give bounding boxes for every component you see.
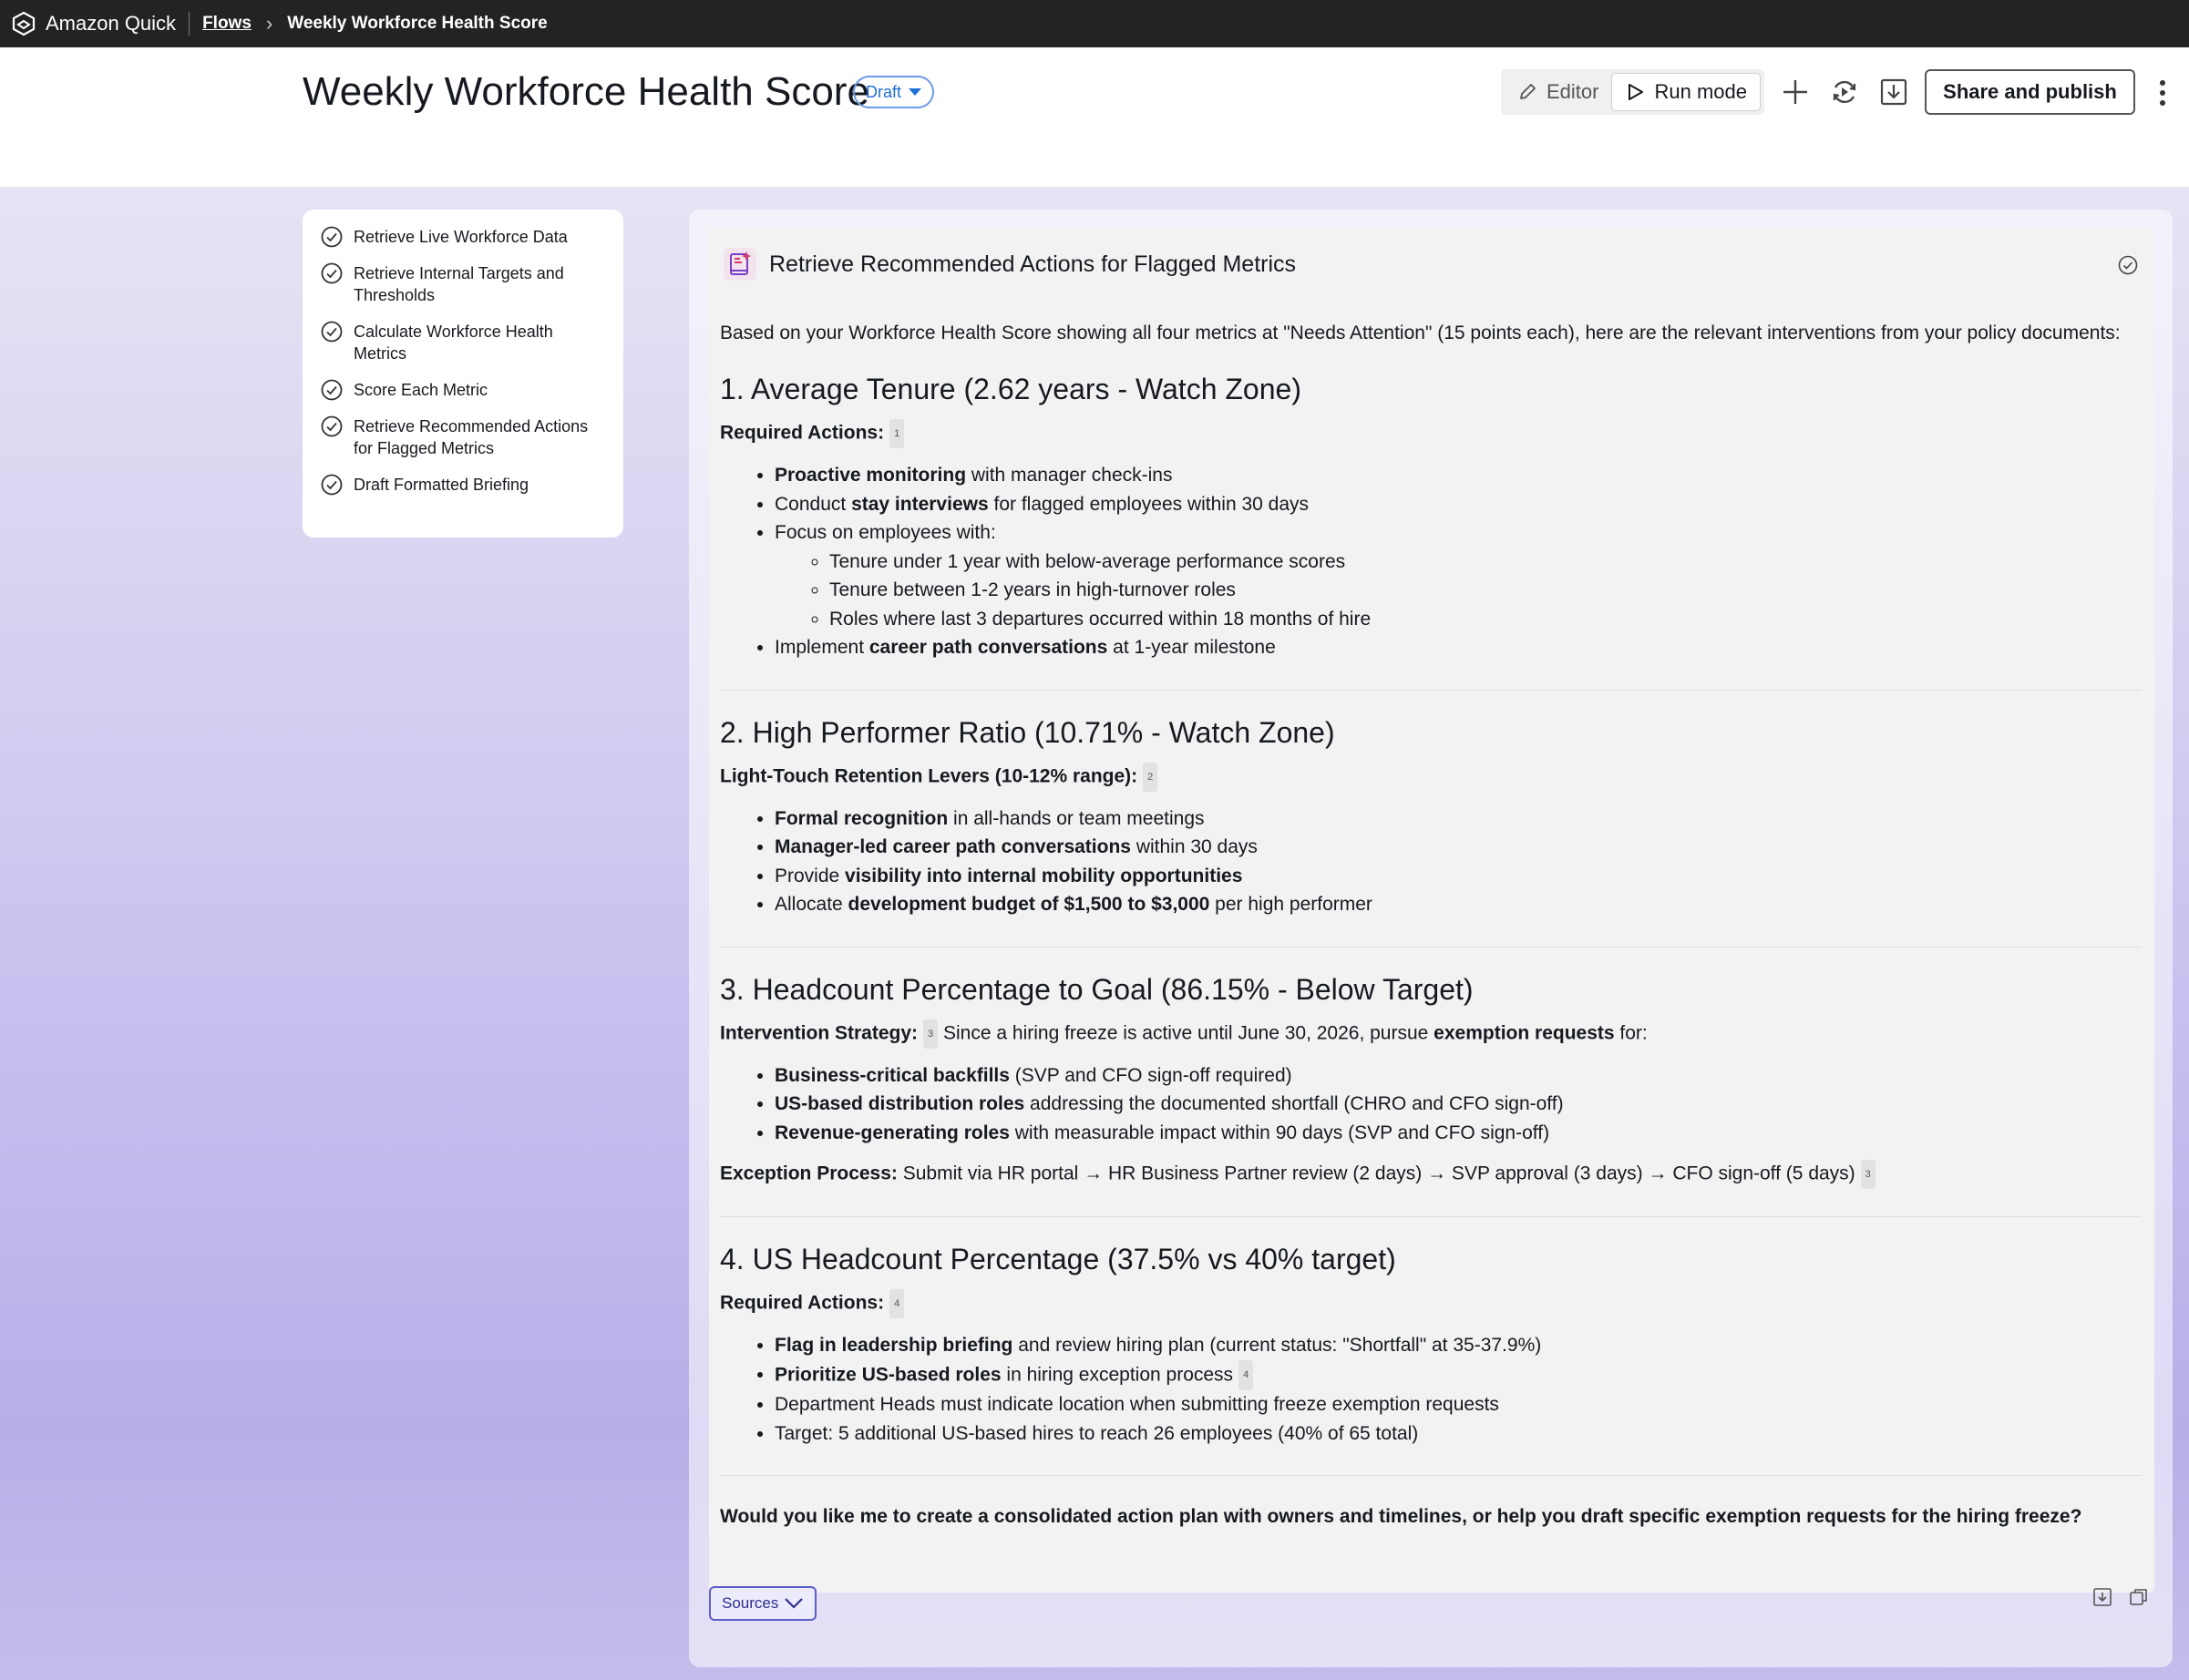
step-label: Retrieve Internal Targets and Thresholds — [354, 264, 564, 304]
list-item — [775, 1061, 2142, 1091]
breadcrumb-current: Weekly Workforce Health Score — [287, 14, 548, 33]
list-item — [775, 890, 2142, 919]
section-average-tenure — [720, 373, 2142, 691]
step-label: Retrieve Recommended Actions for Flagged Metrics — [354, 417, 589, 457]
step-item[interactable] — [321, 415, 605, 459]
section-lead — [720, 763, 2142, 792]
editor-mode-label: Editor — [1547, 80, 1599, 103]
section-heading: 4. US Headcount Percentage (37.5% vs 40% target) — [720, 1243, 1396, 1275]
citation-badge[interactable]: 3 — [1861, 1160, 1876, 1189]
copy-icon[interactable] — [2129, 1587, 2149, 1607]
response-content — [720, 319, 2142, 1531]
app-logo[interactable] — [11, 11, 176, 36]
bold-text: Business-critical backfills — [775, 1064, 1010, 1086]
bold-text: Formal recognition — [775, 807, 949, 829]
more-options-button[interactable] — [2149, 75, 2176, 111]
plus-icon — [1781, 77, 1810, 107]
item-text: within 30 days — [1130, 836, 1258, 857]
section-lead — [720, 1019, 2142, 1049]
item-text: in all-hands or team meetings — [948, 807, 1205, 829]
item-text: Focus on employees with: — [775, 522, 996, 543]
list-item — [775, 633, 2142, 662]
exception-process — [720, 1160, 2142, 1189]
item-text: Submit via HR portal → HR Business Partner review (2 days) → SVP approval (3 days) → CFO sign-off (5 days) — [897, 1163, 1855, 1184]
list-item — [775, 1090, 2142, 1119]
refresh-button[interactable] — [1825, 73, 1864, 111]
citation-badge[interactable]: 4 — [889, 1289, 904, 1318]
item-text: Provide — [775, 865, 846, 886]
sources-label: Sources — [722, 1594, 779, 1612]
share-and-publish-button[interactable]: Share and publish — [1925, 69, 2135, 115]
section-divider — [720, 947, 2142, 948]
bold-text: Flag in leadership briefing — [775, 1335, 1013, 1356]
caret-down-icon — [909, 88, 921, 96]
bold-text: Prioritize US-based roles — [775, 1363, 1002, 1385]
bold-text: stay interviews — [851, 493, 989, 515]
bullet-list — [775, 461, 2142, 662]
status-dropdown[interactable] — [853, 76, 934, 108]
step-item[interactable] — [321, 474, 605, 496]
sources-dropdown-button[interactable] — [709, 1586, 817, 1621]
section-divider — [720, 1475, 2142, 1476]
check-circle-icon — [321, 321, 343, 343]
step-label: Score Each Metric — [354, 381, 488, 399]
check-circle-icon — [321, 474, 343, 496]
lead-label: Required Actions: — [720, 422, 885, 444]
section-high-performer-ratio — [720, 716, 2142, 948]
list-item — [775, 518, 2142, 633]
list-item — [775, 1360, 2142, 1391]
card-title: Retrieve Recommended Actions for Flagged Metrics — [769, 251, 1297, 277]
bullet-list — [775, 804, 2142, 919]
bold-text: US-based distribution roles — [775, 1093, 1025, 1114]
item-text: for flagged employees within 30 days — [988, 493, 1310, 515]
card-header — [722, 246, 1296, 282]
bold-text: Proactive monitoring — [775, 465, 967, 486]
add-button[interactable] — [1776, 73, 1814, 111]
item-text: at 1-year milestone — [1107, 637, 1276, 658]
list-item — [775, 833, 2142, 862]
section-heading: 2. High Performer Ratio (10.71% - Watch Zone) — [720, 715, 1335, 749]
list-item: • Target: 5 additional US-based hires to reach 26 employees (40% of 65 total) — [775, 1419, 2142, 1449]
step-output-card — [689, 210, 2173, 1667]
bold-text: Manager-led career path conversations — [775, 836, 1131, 857]
intro-paragraph: Based on your Workforce Health Score showing all four metrics at "Needs Attention" (15 points each), here are the relevant interventions from your policy documents: — [720, 323, 2121, 343]
more-dot-icon — [2160, 100, 2165, 106]
bold-text: Exception Process: — [720, 1163, 898, 1184]
chevron-down-icon — [784, 1597, 804, 1610]
item-text: Implement — [775, 637, 869, 658]
list-item — [775, 490, 2142, 519]
lead-label: Required Actions: — [720, 1292, 885, 1314]
section-divider — [720, 690, 2142, 691]
step-item[interactable] — [321, 262, 605, 306]
step-label: Draft Formatted Briefing — [354, 476, 529, 494]
item-text: per high performer — [1209, 894, 1372, 915]
section-heading: 1. Average Tenure (2.62 years - Watch Zone) — [720, 373, 1301, 405]
refresh-icon — [1830, 77, 1859, 107]
amazon-quick-logo-icon — [11, 11, 36, 36]
list-item — [775, 1331, 2142, 1360]
list-item: • Department Heads must indicate location when submitting freeze exemption requests — [775, 1390, 2142, 1419]
more-dot-icon — [2160, 90, 2165, 96]
lead-label: Light-Touch Retention Levers (10-12% range): — [720, 765, 1138, 787]
step-label: Retrieve Live Workforce Data — [354, 228, 568, 246]
download-icon[interactable] — [2092, 1587, 2112, 1607]
section-heading: 3. Headcount Percentage to Goal (86.15% - Below Target) — [720, 972, 1474, 1006]
download-icon — [1879, 77, 1908, 107]
lead-text: for: — [1614, 1022, 1648, 1044]
item-text: Allocate — [775, 894, 848, 915]
editor-mode-button[interactable] — [1505, 73, 1611, 111]
sub-list-item: ◦ Tenure between 1-2 years in high-turnover roles — [829, 576, 2142, 605]
item-text: with manager check-ins — [966, 465, 1173, 486]
check-circle-icon — [321, 415, 343, 437]
citation-badge[interactable]: 2 — [1143, 763, 1157, 792]
bold-text: development budget of $1,500 to $3,000 — [848, 894, 1210, 915]
bullet-list — [775, 1331, 2142, 1448]
breadcrumb-flows-link[interactable]: Flows — [202, 14, 252, 33]
flow-steps-panel — [303, 210, 623, 538]
topbar-divider — [189, 12, 190, 36]
play-icon — [1625, 82, 1645, 102]
item-text: in hiring exception process — [1001, 1363, 1234, 1385]
sub-list — [829, 548, 2142, 634]
card-footer-actions — [2092, 1587, 2149, 1607]
follow-up-question: Would you like me to create a consolidated action plan with owners and timelines, or help you draft specific exemption requests for the hiring freeze? — [720, 1506, 2082, 1527]
step-item[interactable] — [321, 226, 605, 248]
sub-list-item: ◦ Roles where last 3 departures occurred within 18 months of hire — [829, 605, 2142, 634]
item-text: (SVP and CFO sign-off required) — [1009, 1064, 1292, 1086]
list-item — [775, 862, 2142, 891]
knowledge-book-icon — [722, 246, 758, 282]
check-circle-icon — [321, 226, 343, 248]
item-text: with measurable impact within 90 days (SVP and CFO sign-off) — [1009, 1122, 1550, 1143]
section-us-headcount — [720, 1243, 2142, 1476]
check-circle-icon — [321, 379, 343, 401]
step-output-body — [709, 228, 2154, 1593]
bullet-list — [775, 1061, 2142, 1148]
section-divider — [720, 1216, 2142, 1217]
check-circle-icon — [321, 262, 343, 284]
check-circle-icon — [2118, 255, 2138, 275]
citation-badge[interactable]: 3 — [923, 1019, 938, 1049]
citation-badge[interactable]: 1 — [889, 419, 904, 448]
bold-text: exemption requests — [1434, 1022, 1615, 1044]
download-button[interactable] — [1875, 73, 1913, 111]
run-mode-label: Run mode — [1654, 80, 1747, 103]
breadcrumb-chevron-icon: › — [265, 12, 273, 35]
step-item[interactable] — [321, 379, 605, 401]
page-title: Weekly Workforce Health Score — [303, 69, 869, 114]
step-item[interactable] — [321, 321, 605, 364]
bold-text: Revenue-generating roles — [775, 1122, 1010, 1143]
mode-toggle — [1501, 69, 1764, 115]
item-text: addressing the documented shortfall (CHRO and CFO sign-off) — [1024, 1093, 1564, 1114]
status-badge-label: Draft — [866, 82, 902, 101]
sub-list-item: ◦ Tenure under 1 year with below-average performance scores — [829, 548, 2142, 577]
section-headcount-to-goal — [720, 973, 2142, 1218]
more-dot-icon — [2160, 80, 2165, 86]
section-lead — [720, 1289, 2142, 1318]
run-mode-button[interactable] — [1611, 73, 1761, 111]
list-item — [775, 804, 2142, 834]
bold-text: visibility into internal mobility opportunities — [845, 865, 1243, 886]
citation-badge[interactable]: 4 — [1238, 1360, 1253, 1391]
top-navigation-bar — [0, 0, 2189, 47]
page-header — [0, 47, 2189, 188]
step-label: Calculate Workforce Health Metrics — [354, 323, 553, 363]
app-name: Amazon Quick — [46, 12, 177, 35]
section-lead — [720, 419, 2142, 448]
item-text: Conduct — [775, 493, 852, 515]
lead-text: Since a hiring freeze is active until June 30, 2026, pursue — [938, 1022, 1434, 1044]
list-item — [775, 461, 2142, 490]
item-text: and review hiring plan (current status: "Shortfall" at 35-37.9%) — [1012, 1335, 1542, 1356]
lead-label: Intervention Strategy: — [720, 1022, 919, 1044]
bold-text: career path conversations — [868, 637, 1108, 658]
pencil-icon — [1517, 82, 1537, 102]
list-item — [775, 1119, 2142, 1148]
